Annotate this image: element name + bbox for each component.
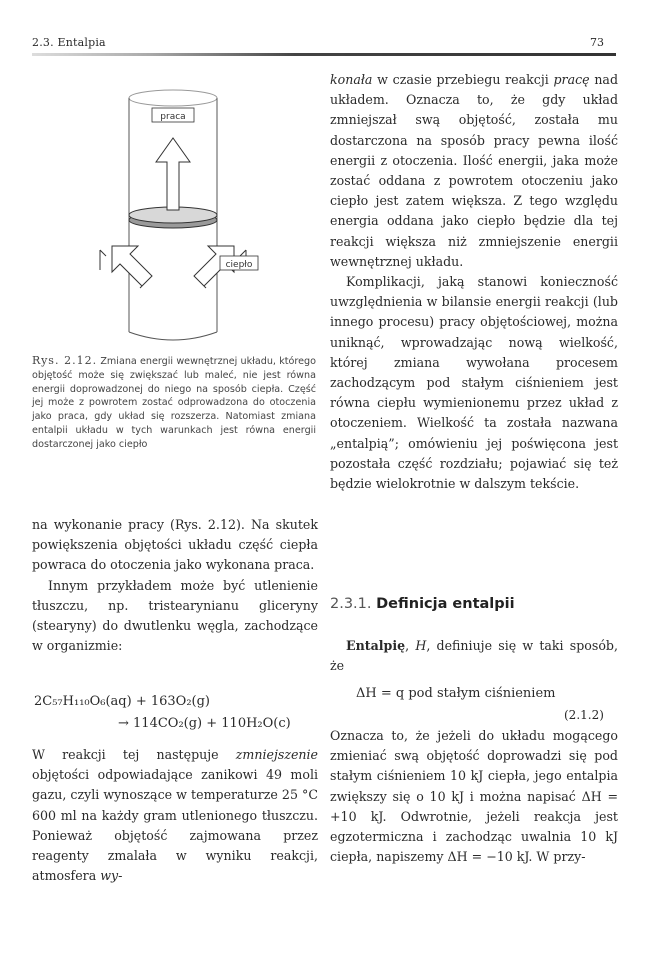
header-rule	[32, 53, 616, 56]
left-column	[32, 515, 318, 656]
section-number: 2.3.1.	[330, 596, 372, 612]
left-paragraph-2: Innym przykładem może być utlenienie tłuszczu, np. tristearynianu gliceryny (stearyny) do dwutlenku węgla, zachodzące w organizmie:	[32, 577, 318, 654]
work-label: praca	[160, 112, 186, 122]
enthalpy-equation: ΔH = q pod stałym ciśnieniem	[356, 686, 556, 701]
cylinder-top	[129, 90, 217, 106]
equation-number: (2.1.2)	[564, 708, 604, 722]
r-p1-em2: pracę	[553, 72, 590, 87]
p3-text-b: objętości odpowiadające zanikowi 49 moli gazu, czyli wynoszące w temperaturze 25 °C 600 ml na każdy gram utlenionego tłuszczu. Ponieważ objętość zajmowana przez reagenty zmalała w wyniku reakcji, atmosfera	[32, 767, 318, 884]
left-paragraph-3	[32, 745, 318, 886]
caption-label: Rys. 2.12.	[32, 354, 98, 367]
section-title: Definicja entalpii	[376, 596, 515, 612]
reaction-line-1: 2C₅₇H₁₁₀O₆(aq) + 163O₂(g)	[34, 694, 211, 709]
right-paragraph-2: Komplikacji, jaką stanowi konieczność uwzględnienia w bilansie energii reakcji (lub innego procesu) pracy objętościowej, można uniknąć, wprowadzając nową wielkość, której zmiana wywołana procesem zachodzącym pod stałym ciśnieniem jest równa ciepłu wymienionemu przez układ z otoczeniem. Wielkość ta została nazwana „entalpią”; omówieniu jej poświęcona jest pozostała część rozdziału; pojawiać się też będzie wielokrotnie w dalszym tekście.	[330, 274, 618, 492]
work-arrow-up	[156, 138, 190, 210]
r-p3-b: , definiuje się w taki sposób, że	[330, 638, 618, 674]
right-paragraph-1	[330, 70, 618, 272]
page-number: 73	[590, 36, 604, 49]
r-p1-b: nad układem. Oznacza to, że gdy układ zmniejszał swą objętość, została mu dostarczona na sposób pracy pewna ilość energii z otoczenia. Ilość energii, jaka może zostać oddana z powrotem otoczeniu jako ciepło jest zatem większa. Z tego względu energia oddana jako ciepło będzie dla tej reakcji większa niż zmniejszenie energii wewnętrznej układu.	[330, 72, 619, 269]
right-paragraph-4: Oznacza to, że jeżeli do układu mogącego zmieniać swą objętość doprowadzi się pod stałym ciśnieniem 10 kJ ciepła, jego entalpia zwiększy się o 10 kJ i można napisać ΔH = +10 kJ. Odwrotnie, jeżeli reakcja jest egzotermiczna i zachodząc uwalnia 10 kJ ciepła, napiszemy ΔH = −10 kJ. W przy-	[330, 728, 618, 865]
p3-emphasis: zmniejszenie	[235, 747, 318, 762]
r-p3-em: H	[415, 638, 427, 653]
section-heading	[330, 596, 515, 612]
p3-emphasis-2: wy-	[100, 868, 123, 884]
left-column-lower	[32, 745, 318, 886]
figure-caption	[32, 354, 316, 452]
heat-arrow-left-outer	[100, 250, 106, 270]
r-p3-a: ,	[405, 638, 416, 653]
caption-text: Zmiana energii wewnętrznej układu, którego objętość może się zwiększać lub maleć, nie jest równa energii doprowadzonej do niego na sposób ciepła. Część jej może z powrotem zostać odprowadzona do otoczenia jako praca, gdy układ się rozszerza. Natomiast zmiana entalpii układu w tych warunkach jest równa energii dostarczonej jako ciepło	[32, 356, 316, 450]
left-paragraph-1: na wykonanie pracy (Rys. 2.12). Na skutek powiększenia objętości układu część ciepła powraca do otoczenia jako wykonana praca.	[32, 517, 318, 573]
right-column-definition	[330, 636, 618, 676]
heat-label: ciepło	[225, 260, 253, 270]
figure-cylinder-diagram	[60, 70, 320, 370]
r-p1-em: konała	[330, 72, 373, 87]
p3-text-a: W reakcji tej następuje	[32, 747, 236, 762]
reaction-line-2: → 114CO₂(g) + 110H₂O(c)	[118, 716, 291, 731]
right-column	[330, 70, 618, 494]
heat-arrow-left	[112, 246, 152, 288]
r-p3-bold: Entalpię	[346, 638, 406, 653]
right-column-lower	[330, 726, 618, 867]
r-p1-a: w czasie przebiegu reakcji	[372, 72, 554, 87]
right-paragraph-3	[330, 636, 618, 676]
header-section: 2.3. Entalpia	[32, 36, 106, 49]
